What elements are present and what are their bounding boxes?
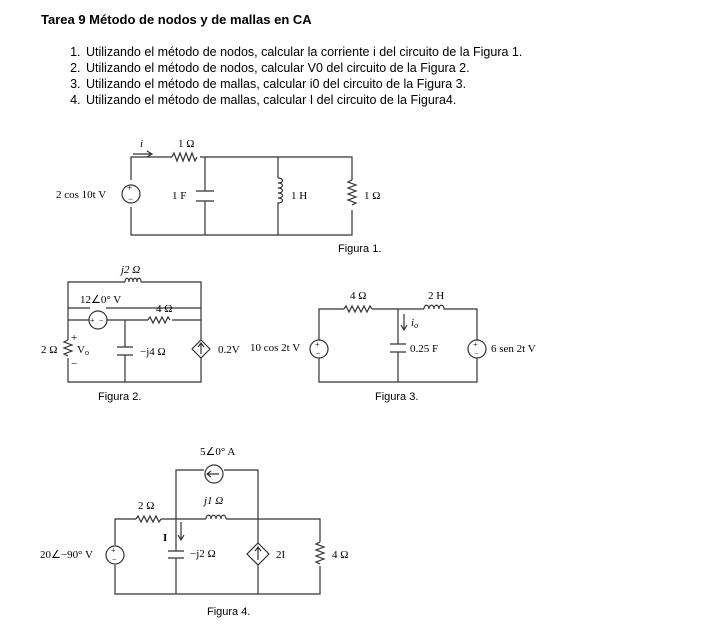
figure-3 xyxy=(250,290,536,403)
fig4-cap-label: −j2 Ω xyxy=(190,548,216,560)
current-arrow-icon xyxy=(133,151,152,157)
fig4-r-left-label: 2 Ω xyxy=(138,500,155,512)
dependent-current-source-icon xyxy=(247,543,269,565)
task-1: 1. Utilizando el método de nodos, calcular la corriente i del circuito de la Figura 1. xyxy=(84,44,522,60)
fig3-io-label: io xyxy=(411,317,419,330)
svg-text:−: − xyxy=(99,316,104,325)
svg-text:−: − xyxy=(128,194,134,204)
fig1-caption: Figura 1. xyxy=(338,243,382,255)
capacitor-icon xyxy=(196,191,214,201)
svg-text:+: + xyxy=(111,546,116,555)
resistor-icon xyxy=(344,306,372,312)
fig2-cap-label: −j4 Ω xyxy=(140,346,166,358)
voltage-source-icon xyxy=(122,183,140,204)
fig2-inductor-label: j2 Ω xyxy=(121,264,141,276)
fig2-caption: Figura 2. xyxy=(98,391,142,403)
fig3-src-left-label: 10 cos 2t V xyxy=(250,342,301,354)
voltage-source-icon xyxy=(310,340,328,358)
voltage-source-icon xyxy=(106,546,124,564)
current-arrow-icon xyxy=(178,522,184,540)
fig1-current-label: i xyxy=(140,138,144,150)
fig2-r-left-label: 2 Ω xyxy=(41,344,58,356)
task-3: 3. Utilizando el método de mallas, calcular i0 del circuito de la Figura 3. xyxy=(84,76,522,92)
fig3-caption: Figura 3. xyxy=(375,391,419,403)
fig1-load-label: 1 Ω xyxy=(364,190,381,202)
fig4-ind-label: j1 Ω xyxy=(204,495,224,507)
figure-4 xyxy=(40,446,348,618)
fig4-isrc-label: 5∠0° A xyxy=(200,446,236,458)
voltage-source-icon xyxy=(468,340,486,358)
fig4-src-label: 20∠−90° V xyxy=(40,549,93,561)
page-title: Tarea 9 Método de nodos y de mallas en CA xyxy=(41,12,312,27)
capacitor-icon xyxy=(117,347,133,355)
fig3-src-right-label: 6 sen 2t V xyxy=(491,343,536,355)
resistor-icon xyxy=(316,542,324,564)
inductor-icon xyxy=(125,278,141,282)
svg-text:−: − xyxy=(474,349,479,358)
inductor-icon xyxy=(206,515,226,519)
capacitor-icon xyxy=(168,551,184,558)
fig1-inductor-label: 1 H xyxy=(291,190,308,202)
current-arrow-icon xyxy=(401,314,407,330)
svg-text:+: + xyxy=(473,340,478,349)
fig2-minus: − xyxy=(71,358,78,370)
fig1-source-label: 2 cos 10t V xyxy=(56,189,107,201)
resistor-icon xyxy=(136,516,161,522)
figure-2 xyxy=(41,264,240,403)
fig1-capacitor-label: 1 F xyxy=(172,190,187,202)
svg-text:+: + xyxy=(90,316,95,325)
svg-text:+: + xyxy=(315,340,320,349)
fig2-r-mid-label: 4 Ω xyxy=(156,303,173,315)
fig3-cap-label: 0.25 F xyxy=(410,343,439,355)
inductor-icon xyxy=(278,178,283,207)
current-source-icon xyxy=(205,465,223,483)
fig2-vsrc-label: 12∠0° V xyxy=(80,294,122,306)
task-2: 2. Utilizando el método de nodos, calcular V0 del circuito de la Figura 2. xyxy=(84,60,522,76)
fig3-ind-label: 2 H xyxy=(428,290,445,302)
svg-text:−: − xyxy=(112,555,117,564)
fig3-r-label: 4 Ω xyxy=(350,290,367,302)
resistor-icon xyxy=(148,317,170,323)
capacitor-icon xyxy=(390,344,406,352)
svg-text:−: − xyxy=(316,349,321,358)
fig4-cur-label: I xyxy=(163,532,168,544)
figure-1 xyxy=(56,138,381,255)
svg-text:+: + xyxy=(127,183,133,193)
resistor-icon xyxy=(172,153,197,161)
fig2-dep-label: 0.2V xyxy=(218,344,240,356)
fig2-vo-label: Vo xyxy=(77,344,89,357)
dependent-current-source-icon xyxy=(192,340,210,358)
voltage-source-icon xyxy=(89,311,107,329)
inductor-icon xyxy=(424,305,446,309)
fig4-r-right-label: 4 Ω xyxy=(332,549,349,561)
task-4: 4. Utilizando el método de mallas, calcular I del circuito de la Figura4. xyxy=(84,92,522,108)
fig1-resistor-label: 1 Ω xyxy=(178,138,195,150)
fig4-dep-label: 2I xyxy=(276,549,286,561)
load-resistor-icon xyxy=(348,180,356,205)
fig4-caption: Figura 4. xyxy=(207,606,251,618)
fig2-plus: + xyxy=(71,332,78,344)
